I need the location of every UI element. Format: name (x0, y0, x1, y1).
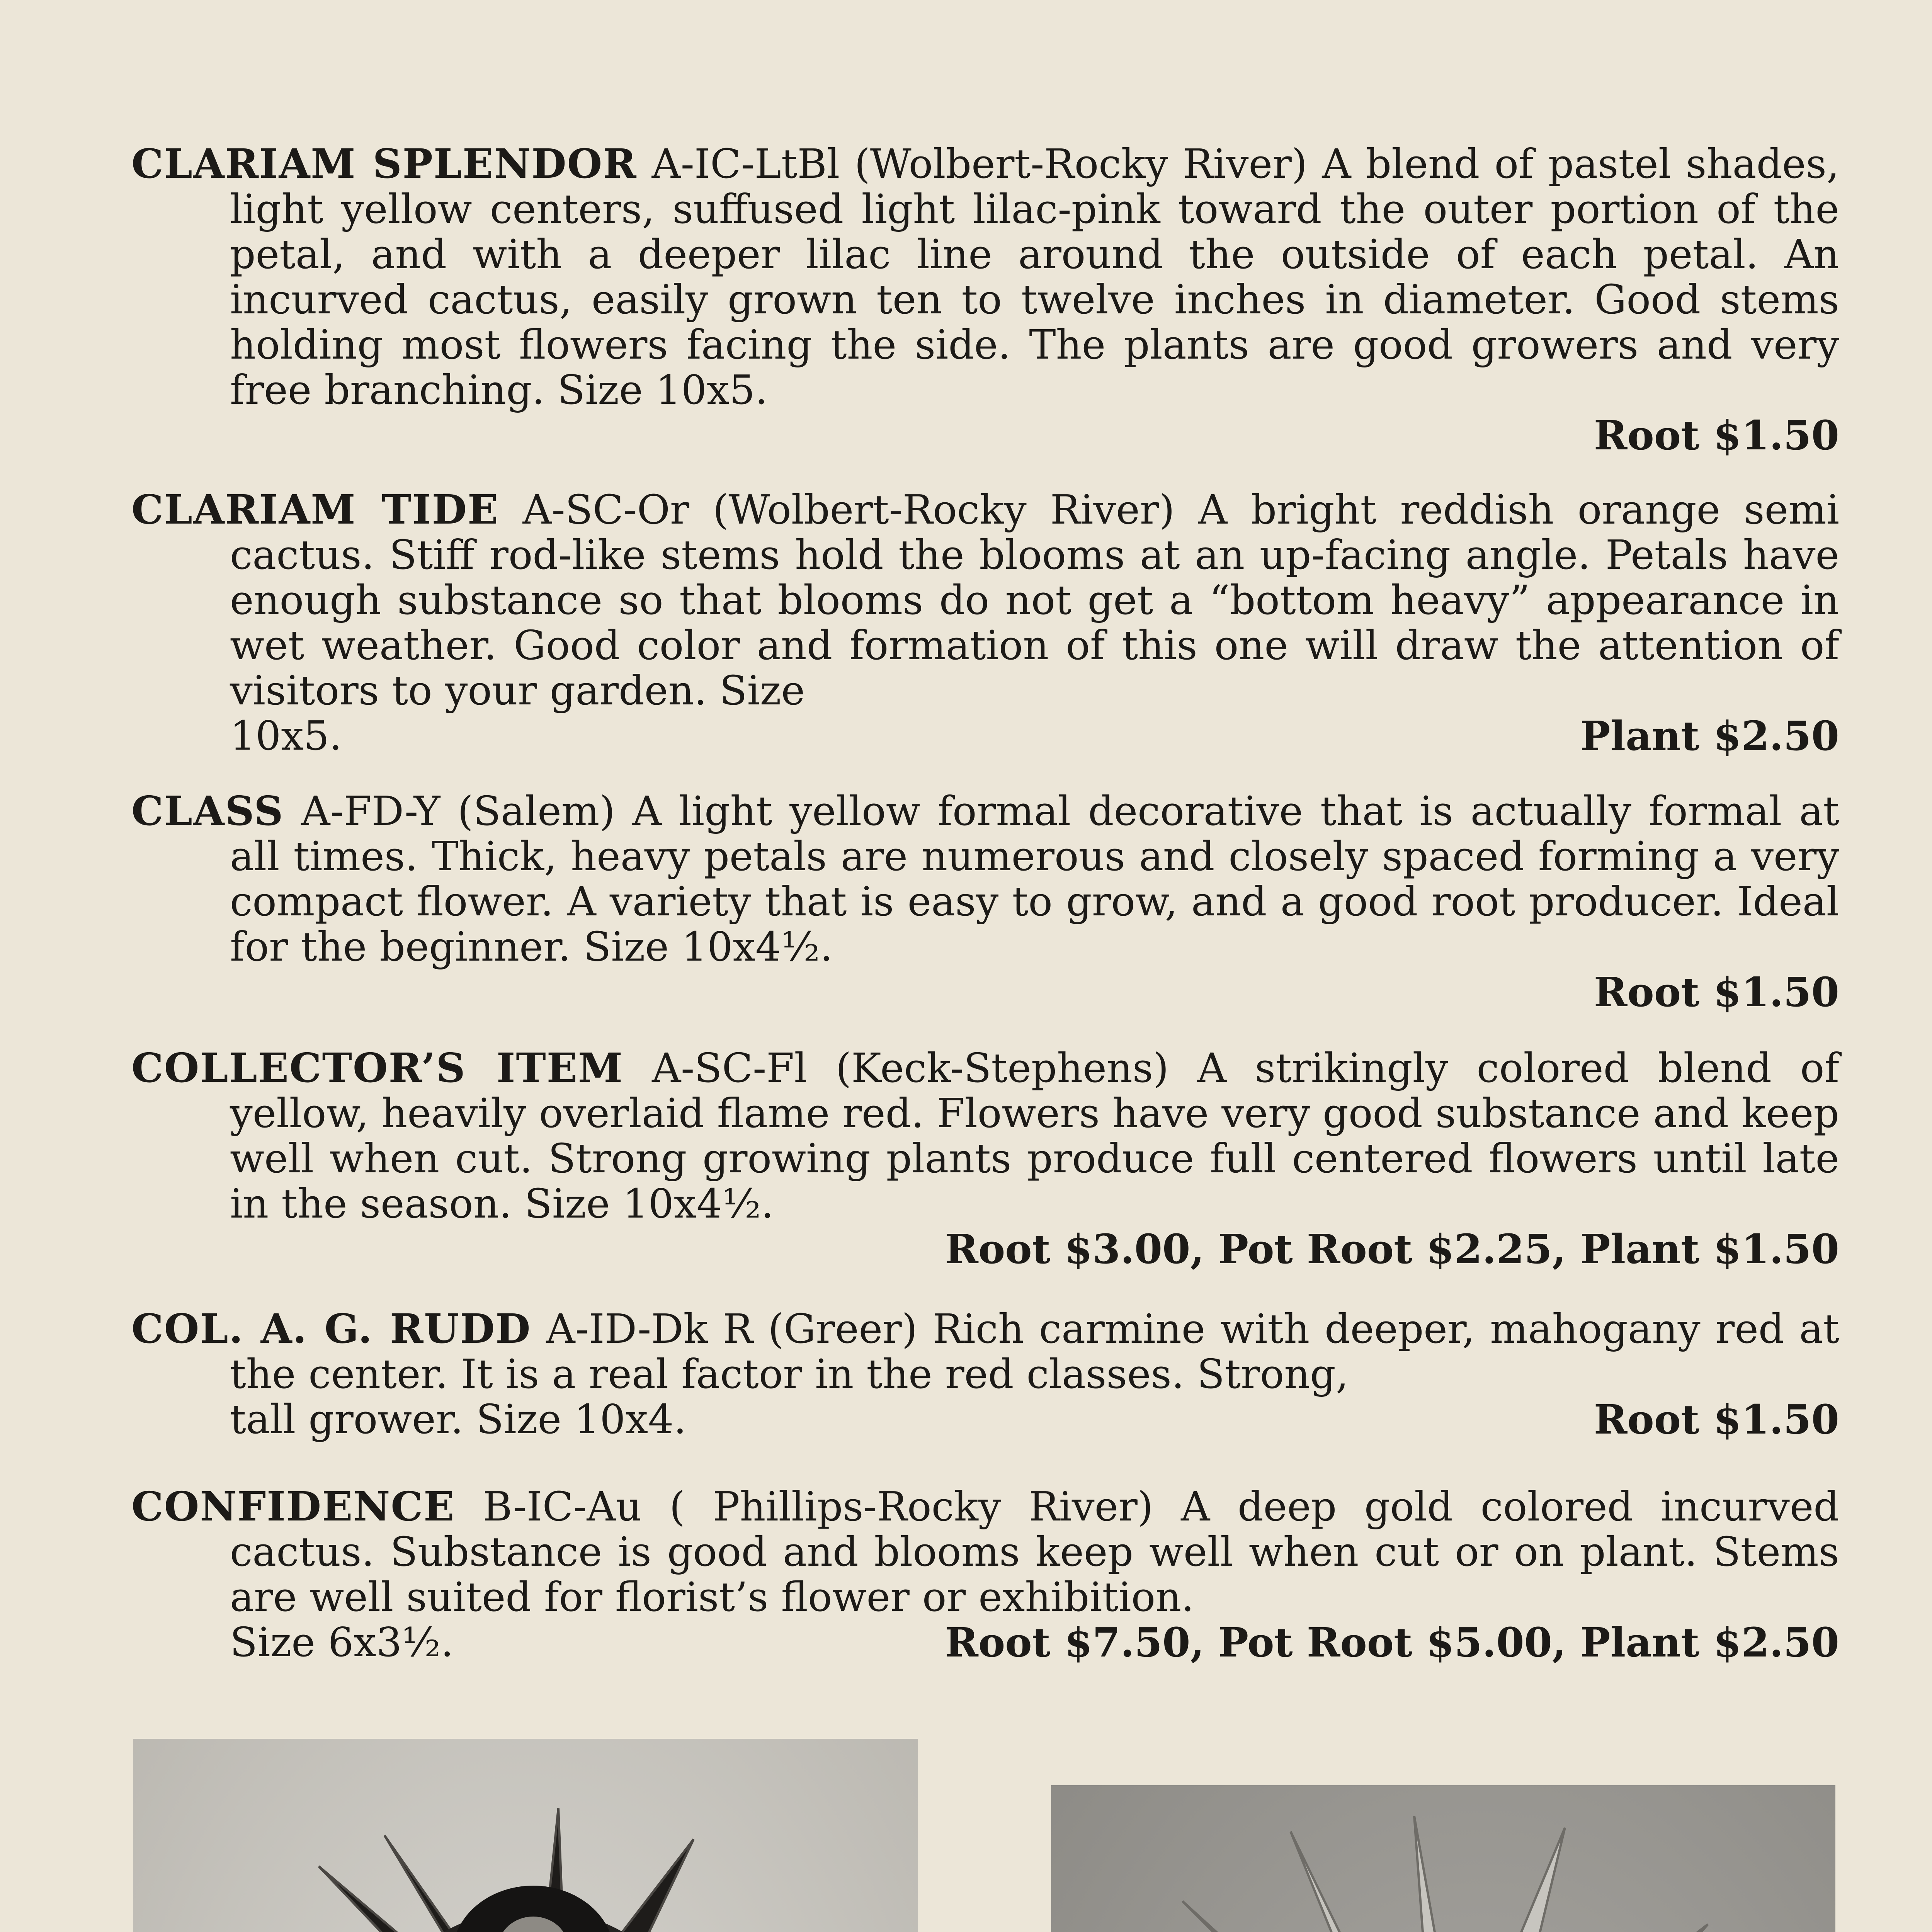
entry-collectors-item (131, 1045, 1839, 1272)
entry-price: Plant $2.50 (1580, 712, 1839, 760)
entry-name: CLASS (131, 787, 284, 835)
entry-description: A-ID-Dk R (Greer) Rich carmine with deeper, mahogany red at the center. It is a real factor in the red classes. Strong, (230, 1305, 1839, 1398)
entry-description: A-SC-Fl (Keck-Stephens) A strikingly colored blend of yellow, heavily overlaid flame red. Flowers have very good substance and keep well when cut. Strong growing plants produce full centered flowers until late in the season. Size 10x4½. (230, 1044, 1839, 1227)
entry-name: CLARIAM TIDE (131, 486, 499, 533)
entry-description: A-SC-Or (Wolbert-Rocky River) A bright reddish orange semi cactus. Stiff rod-like stems hold the blooms at an up-facing angle. Petals have enough substance so that blooms do not get a “bottom heavy” appearance in wet weather. Good color and formation of this one will draw the attention of visitors to your garden. Size (230, 486, 1840, 714)
entry-confidence (131, 1484, 1839, 1665)
photo-clariam-royalty (133, 1739, 918, 1932)
entry-description: A-FD-Y (Salem) A light yellow formal decorative that is actually formal at all times. Thick, heavy petals are numerous and closely spaced forming a very compact flower. A variety that is easy to grow, and a good root producer. Ideal for the beginner. Size 10x4½. (230, 787, 1839, 970)
dahlia-dark-photo (133, 1739, 918, 1932)
dahlia-light-photo (1051, 1785, 1835, 1932)
entry-price: Root $3.00, Pot Root $2.25, Plant $1.50 (945, 1225, 1839, 1273)
entry-clariam-tide (131, 487, 1839, 759)
entry-description: B-IC-Au ( Phillips-Rocky River) A deep gold colored incurved cactus. Substance is good and blooms keep well when cut or on plant. Stems are well suited for florist’s flower or exhibition. (230, 1483, 1840, 1621)
entry-description: A-IC-LtBl (Wolbert-Rocky River) A blend of pastel shades, light yellow centers, suffused light lilac-pink toward the outer portion of the petal, and with a deeper lilac line around the outside of each petal. An incurved cactus, easily grown ten to twelve inches in diameter. Good stems holding most flowers facing the side. The plants are good growers and very free branching. Size 10x5. (230, 140, 1840, 413)
photo-clariam-tide (1051, 1785, 1835, 1932)
entry-name: CLARIAM SPLENDOR (131, 140, 637, 187)
entry-class (131, 788, 1839, 1015)
entry-name: COL. A. G. RUDD (131, 1305, 531, 1352)
entry-tail: tall grower. Size 10x4. (230, 1396, 687, 1443)
entry-clariam-splendor (131, 141, 1839, 458)
entry-price: Root $1.50 (1594, 1396, 1839, 1443)
entry-price: Root $1.50 (1594, 412, 1839, 459)
entry-col-a-g-rudd (131, 1306, 1839, 1442)
entry-price: Root $7.50, Pot Root $5.00, Plant $2.50 (945, 1619, 1839, 1666)
entry-name: CONFIDENCE (131, 1483, 455, 1530)
entry-tail: Size 6x3½. (230, 1619, 454, 1666)
entry-price: Root $1.50 (1594, 968, 1839, 1016)
entry-tail: 10x5. (230, 712, 342, 759)
entry-name: COLLECTOR’S ITEM (131, 1044, 624, 1092)
